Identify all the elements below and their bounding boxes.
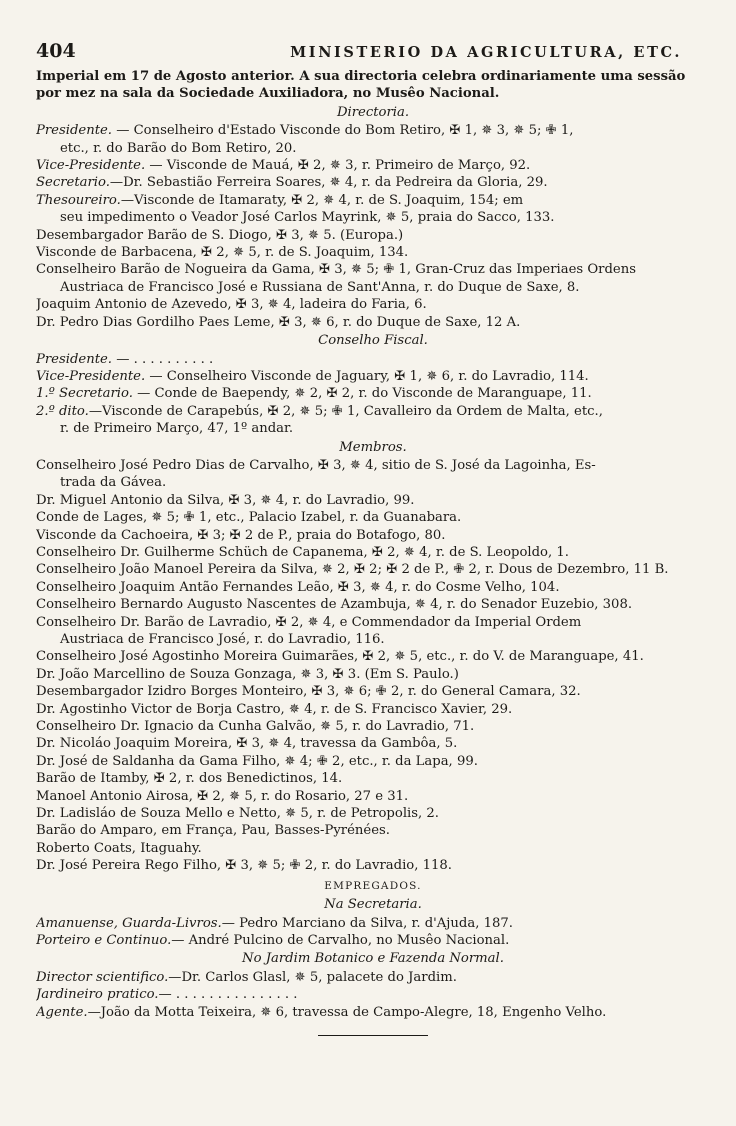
entry (36, 368, 710, 385)
entry-label: 2.º dito. (36, 403, 89, 419)
entry: Visconde de Barbacena, ✠ 2, ✵ 5, r. de S. Joaquim, 134. (36, 245, 409, 261)
entry: Conselheiro Dr. Guilherme Schüch de Capanema, ✠ 2, ✵ 4, r. de S. Leopoldo, 1. (36, 544, 569, 560)
entry: Barão de Itamby, ✠ 2, r. dos Benedictinos, 14. (36, 771, 343, 787)
entry-text: — . . . . . . . . . . . . . . . (158, 987, 298, 1003)
entry-text: —Dr. Sebastião Ferreira Soares, ✵ 4, r. da Pedreira da Gloria, 29. (109, 175, 548, 191)
entry-text: — Conselheiro Visconde de Jaguary, ✠ 1, ✵ 6, r. do Lavradio, 114. (145, 368, 589, 384)
entry: Joaquim Antonio de Azevedo, ✠ 3, ✵ 4, ladeira do Faria, 6. (36, 297, 427, 313)
entry: Dr. José Pereira Rego Filho, ✠ 3, ✵ 5; ✙ 2, r. do Lavradio, 118. (36, 858, 452, 874)
subsection-heading-secretaria: Na Secretaria. (324, 897, 422, 913)
entry-text: — . . . . . . . . . . (112, 351, 214, 367)
entry-continuation: Austriaca de Francisco José e Russiana de Sant'Anna, r. do Duque de Saxe, 8. (60, 279, 580, 295)
entry-label: Director scientifico. (36, 969, 169, 985)
entry: Dr. Agostinho Victor de Borja Castro, ✵ 4, r. de S. Francisco Xavier, 29. (36, 701, 513, 717)
section-heading-directoria: Directoria. (336, 104, 410, 120)
entry: Roberto Coats, Itaguahy. (36, 840, 202, 856)
entry-text: —Visconde de Carapebús, ✠ 2, ✵ 5; ✙ 1, Cavalleiro da Ordem de Malta, etc., (88, 403, 603, 419)
entry: Dr. Ladisláo de Souza Mello e Netto, ✵ 5, r. de Petropolis, 2. (36, 806, 439, 822)
entry (36, 351, 710, 368)
entry-continuation: seu impedimento o Veador José Carlos Mayrink, ✵ 5, praia do Sacco, 133. (60, 210, 555, 226)
section-heading-empregados: EMPREGADOS. (324, 879, 422, 892)
entry: Conselheiro Dr. Ignacio da Cunha Galvão, ✵ 5, r. do Lavradio, 71. (36, 719, 475, 735)
entry-continuation: Austriaca de Francisco José, r. do Lavradio, 116. (60, 632, 385, 647)
entry: Dr. José de Saldanha da Gama Filho, ✵ 4; ✙ 2, etc., r. da Lapa, 99. (36, 753, 478, 769)
closing-rule (318, 1035, 428, 1036)
entry-text: — Conselheiro d'Estado Visconde do Bom Retiro, ✠ 1, ✵ 3, ✵ 5; ✙ 1, (112, 123, 574, 139)
entry (36, 403, 710, 438)
entry: Manoel Antonio Airosa, ✠ 2, ✵ 5, r. do Rosario, 27 e 31. (36, 788, 409, 804)
page-number: 404 (36, 40, 76, 62)
entry (36, 915, 710, 932)
entry-text: Conselheiro Dr. Barão de Lavradio, ✠ 2, ✵ 4, e Commendador da Imperial Ordem (36, 614, 582, 630)
entry (36, 122, 710, 157)
entry-label: Agente. (36, 1004, 88, 1020)
entry-text: —João da Motta Teixeira, ✵ 6, travessa de Campo-Alegre, 18, Engenho Velho. (87, 1004, 607, 1020)
entry: Visconde da Cachoeira, ✠ 3; ✠ 2 de P., praia do Botafogo, 80. (36, 527, 446, 543)
entry-text: Conselheiro José Pedro Dias de Carvalho, ✠ 3, ✵ 4, sitio de S. José da Lagoinha, Es- (36, 457, 596, 473)
entry-text: — André Pulcino de Carvalho, no Musêo Nacional. (171, 932, 510, 948)
entry: Dr. Nicoláo Joaquim Moreira, ✠ 3, ✵ 4, travessa da Gambôa, 5. (36, 736, 458, 752)
entry-text: — Visconde de Mauá, ✠ 2, ✵ 3, r. Primeiro de Março, 92. (145, 158, 531, 174)
entry (36, 385, 710, 402)
entry: Conselheiro João Manoel Pereira da Silva, ✵ 2, ✠ 2; ✠ 2 de P., ✙ 2, r. Dous de Dezembro, 11 B. (36, 562, 669, 578)
intro-line: Imperial em 17 de Agosto anterior. A sua directoria celebra ordinariamente uma sessão (36, 69, 686, 84)
entry: Conselheiro José Agostinho Moreira Guimarães, ✠ 2, ✵ 5, etc., r. do V. de Maranguape, 41. (36, 649, 644, 665)
entry-text: —Visconde de Itamaraty, ✠ 2, ✵ 4, r. de S. Joaquim, 154; em (120, 192, 524, 208)
entry: Desembargador Barão de S. Diogo, ✠ 3, ✵ 5. (Europa.) (36, 227, 404, 243)
entry-continuation: etc., r. do Barão do Bom Retiro, 20. (60, 140, 297, 156)
entry-text: — Pedro Marciano da Silva, r. d'Ajuda, 187. (221, 915, 513, 931)
entry (36, 261, 710, 296)
entry-label: Porteiro e Continuo. (36, 932, 172, 948)
entry-label: Presidente. (36, 123, 113, 139)
entry: Desembargador Izidro Borges Monteiro, ✠ 3, ✵ 6; ✙ 2, r. do General Camara, 32. (36, 684, 581, 700)
page-header (36, 40, 710, 68)
entry (36, 457, 710, 492)
entry-label: Thesoureiro. (36, 192, 121, 208)
entry: Barão do Amparo, em França, Pau, Basses-Pyrénées. (36, 823, 390, 839)
section-heading-conselho-fiscal: Conselho Fiscal. (318, 333, 428, 349)
entry-continuation: r. de Primeiro Março, 47, 1º andar. (60, 421, 294, 437)
entry-continuation: trada da Gávea. (60, 475, 167, 491)
entry (36, 157, 710, 174)
entry: Conselheiro Bernardo Augusto Nascentes de Azambuja, ✵ 4, r. do Senador Euzebio, 308. (36, 597, 633, 613)
entry (36, 192, 710, 227)
entry-label: Amanuense, Guarda-Livros. (36, 915, 222, 931)
entry (36, 932, 710, 949)
entry-label: Vice-Presidente. (36, 368, 146, 384)
page-content (36, 68, 710, 1036)
running-title: MINISTERIO DA AGRICULTURA, ETC. (290, 44, 682, 61)
entry-label: 1.º Secretario. (36, 386, 133, 402)
intro-line: por mez na sala da Sociedade Auxiliadora, no Musêo Nacional. (36, 86, 500, 102)
entry: Conselheiro Joaquim Antão Fernandes Leão, ✠ 3, ✵ 4, r. do Cosme Velho, 104. (36, 579, 560, 595)
entry-text: Conselheiro Barão de Nogueira da Gama, ✠ 3, ✵ 5; ✙ 1, Gran-Cruz das Imperiaes Ordens (36, 262, 636, 278)
entry-label: Secretario. (36, 175, 110, 191)
entry (36, 986, 710, 1003)
entry: Conde de Lages, ✵ 5; ✙ 1, etc., Palacio Izabel, r. da Guanabara. (36, 510, 462, 526)
entry-label: Presidente. (36, 351, 113, 367)
entry-text: —Dr. Carlos Glasl, ✵ 5, palacete do Jardim. (168, 969, 457, 985)
entry (36, 614, 710, 649)
section-heading-membros: Membros. (339, 439, 407, 455)
entry (36, 1004, 710, 1021)
subsection-heading-jardim: No Jardim Botanico e Fazenda Normal. (242, 951, 504, 967)
entry-label: Jardineiro pratico. (36, 987, 159, 1003)
entry: Dr. Miguel Antonio da Silva, ✠ 3, ✵ 4, r. do Lavradio, 99. (36, 492, 415, 508)
entry-label: Vice-Presidente. (36, 158, 146, 174)
entry: Dr. Pedro Dias Gordilho Paes Leme, ✠ 3, ✵ 6, r. do Duque de Saxe, 12 A. (36, 314, 521, 330)
entry: Dr. João Marcellino de Souza Gonzaga, ✵ 3, ✠ 3. (Em S. Paulo.) (36, 666, 459, 682)
entry (36, 969, 710, 986)
entry (36, 174, 710, 191)
entry-text: — Conde de Baependy, ✵ 2, ✠ 2, r. do Visconde de Maranguape, 11. (132, 386, 592, 402)
